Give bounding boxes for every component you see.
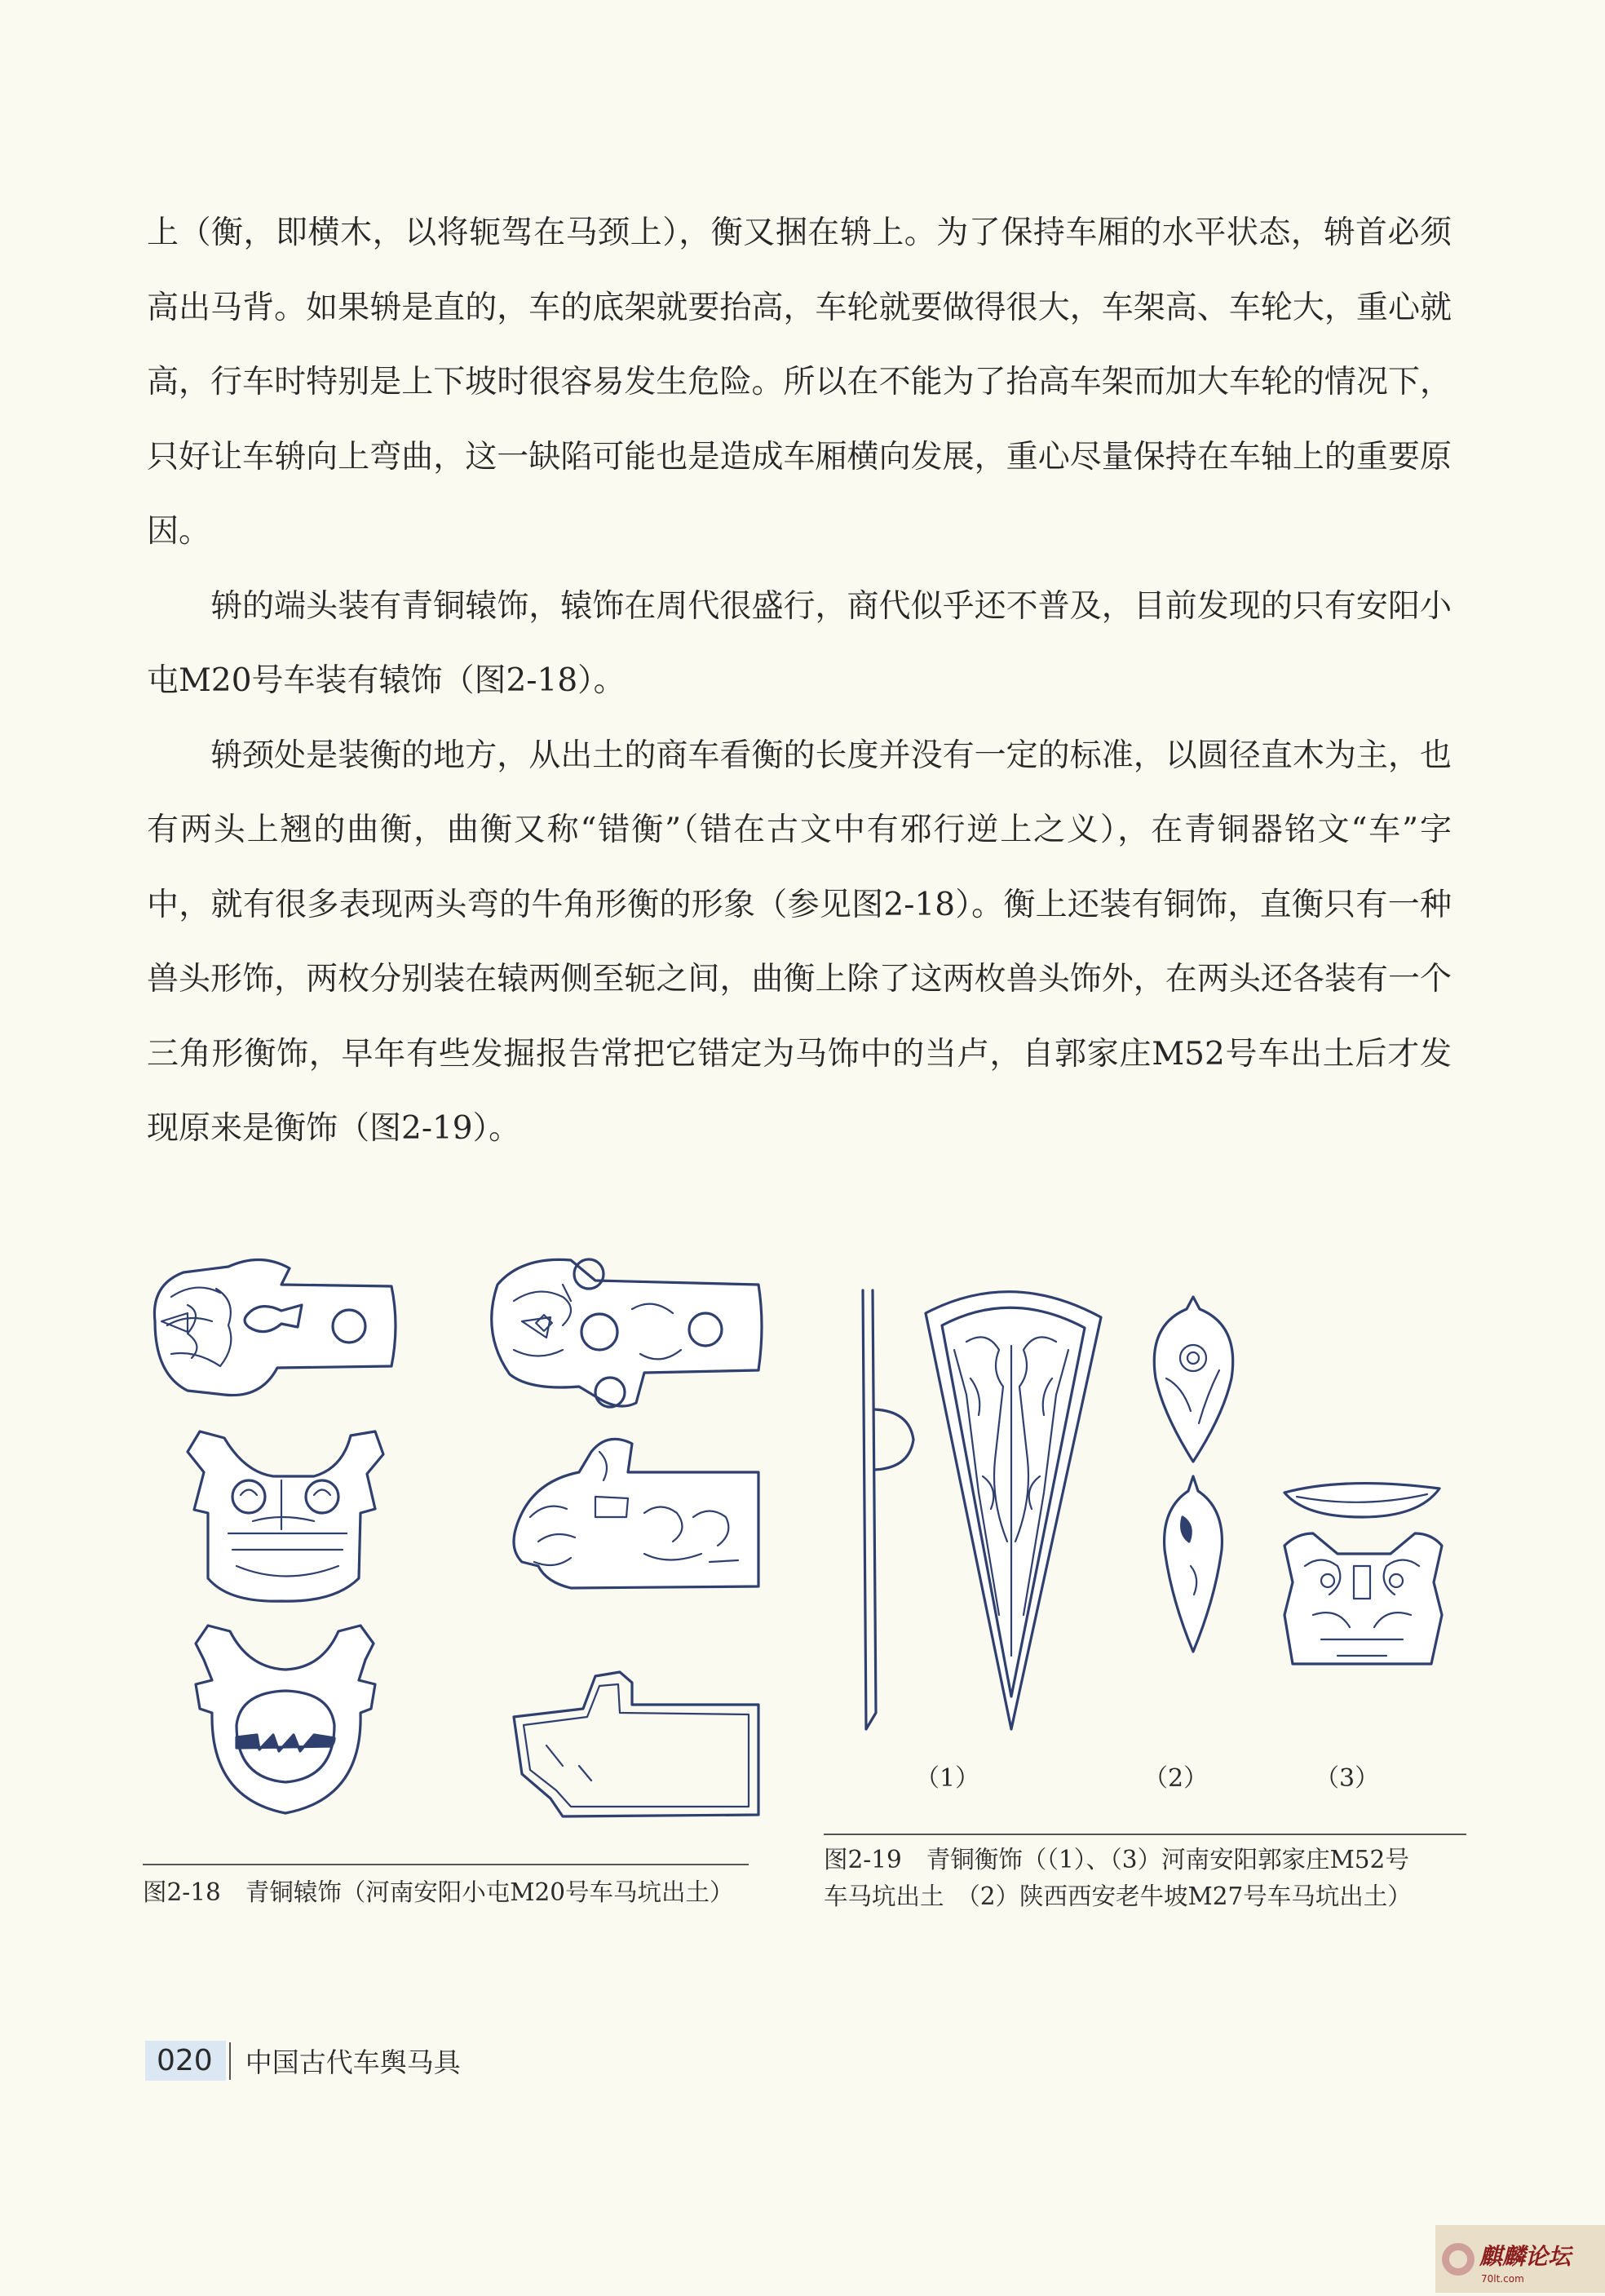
- shaft-fitting-drawing-2: [492, 1259, 762, 1407]
- figure-2-19-caption-line-2: 车马坑出土 （2）陕西西安老牛坡M27号车马坑出土）: [824, 1882, 1412, 1910]
- page-footer: [145, 2041, 461, 2081]
- figure-2-19-label-3: （3）: [1315, 1764, 1380, 1793]
- shaft-fitting-drawing-4: [514, 1439, 758, 1588]
- footer-divider: [229, 2042, 231, 2080]
- body-paragraph: 辀颈处是装衡的地方，从出土的商车看衡的长度并没有一定的标准，以圆径直木为主，也有两头上翘的曲衡，曲衡又称“错衡”（错在古文中有邪行逆上之义），在青铜器铭文“车”字中，就有很多表现两头弯的牛角形衡的形象（参见图2-18）。衡上还装有铜饰，直衡只有一种兽头形饰，两枚分别装在辕两侧至轭之间，曲衡上除了这两枚兽头饰外，在两头还各装有一个三角形衡饰，早年有些发掘报告常把它错定为马饰中的当卢，自郭家庄M52号车出土后才发现原来是衡饰（图2-19）。: [147, 737, 1452, 1147]
- shaft-fitting-drawing-6: [514, 1672, 758, 1816]
- figure-2-19-caption: [824, 1842, 1476, 1915]
- figure-2-18-rule: [143, 1864, 749, 1865]
- book-title: 中国古代车舆马具: [245, 2046, 461, 2078]
- figure-2-19-caption-line-1: 青铜衡饰（（1）、（3）河南安阳郭家庄M52号: [926, 1846, 1409, 1874]
- body-paragraph: 辀的端头装有青铜辕饰，辕饰在周代很盛行，商代似乎还不普及，目前发现的只有安阳小屯M20号车装有辕饰（图2-18）。: [147, 587, 1452, 699]
- body-paragraph: 上（衡，即横木，以将轭驾在马颈上），衡又捆在辀上。为了保持车厢的水平状态，辀首必须高出马背。如果辀是直的，车的底架就要抬高，车轮就要做得很大，车架高、车轮大，重心就高，行车时特别是上下坡时很容易发生危险。所以在不能为了抬高车架而加大车轮的情况下，只好让车辀向上弯曲，这一缺陷可能也是造成车厢横向发展，重心尽量保持在车轴上的重要原因。: [147, 215, 1452, 550]
- body-text: [147, 196, 1452, 1166]
- figure-2-19-illustration: [848, 1272, 1501, 1754]
- figure-2-18-number: 图2-18: [143, 1878, 221, 1906]
- figure-2-19-label-2: （2）: [1143, 1764, 1209, 1793]
- yoke-fitting-triangular-drawing: [926, 1292, 1101, 1729]
- yoke-fitting-leaf-drawings: [1154, 1297, 1232, 1652]
- yoke-fitting-side-profile: [863, 1290, 913, 1729]
- page-number: 020: [145, 2041, 226, 2081]
- svg-text:70lt.com: 70lt.com: [1481, 2273, 1524, 2285]
- figure-2-19-label-1: （1）: [915, 1764, 980, 1793]
- figure-2-18-illustration: [139, 1236, 775, 1839]
- svg-text:麒麟论坛: 麒麟论坛: [1479, 2243, 1572, 2270]
- shaft-fitting-drawing-1: [154, 1259, 396, 1395]
- figure-2-18-caption: [143, 1874, 734, 1911]
- figure-2-19-number: 图2-19: [824, 1846, 902, 1874]
- forum-watermark-logo: [1435, 2225, 1605, 2293]
- figure-2-18-caption-text: 青铜辕饰（河南安阳小屯M20号车马坑出土）: [245, 1878, 734, 1906]
- shaft-fitting-drawing-3: [188, 1431, 383, 1601]
- shaft-fitting-drawing-5: [196, 1626, 375, 1813]
- figure-2-19-rule: [824, 1834, 1466, 1835]
- yoke-fitting-mask-drawing: [1284, 1484, 1442, 1664]
